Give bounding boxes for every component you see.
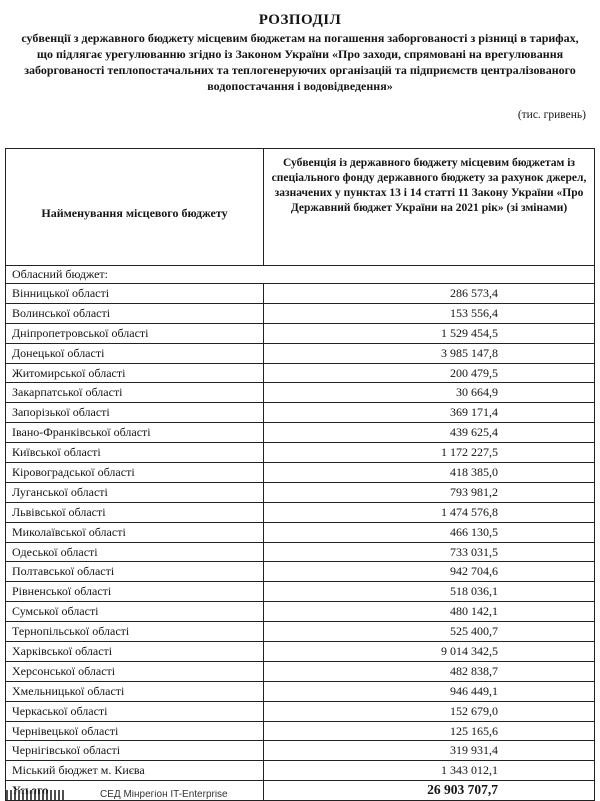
table-row	[6, 642, 594, 662]
footer-text: СЕД Мінрегіон IT-Enterprise	[100, 790, 228, 800]
budget-name-cell: Харківської області	[6, 642, 264, 661]
budget-name-cell: Львівської області	[6, 503, 264, 522]
budget-name-cell: Тернопільської області	[6, 622, 264, 641]
table-row	[6, 761, 594, 781]
footer	[0, 790, 600, 800]
table-row	[6, 503, 594, 523]
table-row	[6, 523, 594, 543]
budget-name-cell: Житомирської області	[6, 364, 264, 383]
budget-name-cell: Рівненської області	[6, 582, 264, 601]
budget-name-cell: Миколаївської області	[6, 523, 264, 542]
budget-name-cell: Одеської області	[6, 543, 264, 562]
subvention-value-cell: 418 385,0	[450, 465, 498, 480]
budget-name-column-header: Найменування місцевого бюджету	[6, 149, 264, 265]
subvention-value-cell: 793 981,2	[450, 484, 498, 499]
document-subtitle: субвенції з державного бюджету місцевим бюджетам на погашення заборгованості з різниці в тарифах, що підлягає урегулюванню згідно із Законом України «Про заходи, спрямовані на врегулювання заборгованості теплопостачальних та теплогенеруючих організацій та підприємств централізованого водопостачання і водовідведення»	[21, 31, 579, 93]
subvention-value-cell: 152 679,0	[450, 703, 498, 718]
budget-name-cell: Закарпатської області	[6, 383, 264, 402]
table-row	[6, 722, 594, 742]
budget-name-cell: Вінницької області	[6, 284, 264, 303]
budget-name-cell: Чернівецької області	[6, 722, 264, 741]
table-row	[6, 602, 594, 622]
table-row	[6, 483, 594, 503]
table-row	[6, 443, 594, 463]
subvention-value-cell: 1 172 227,5	[441, 445, 498, 460]
subvention-value-cell: 733 031,5	[450, 544, 498, 559]
subvention-value-cell: 9 014 342,5	[441, 644, 498, 659]
table-row	[6, 702, 594, 722]
document-heading	[0, 12, 600, 94]
subvention-value-cell: 30 664,9	[456, 385, 498, 400]
barcode-stamp	[6, 790, 66, 800]
units-label: (тис. гривень)	[517, 109, 586, 121]
table-row	[6, 383, 594, 403]
subvention-value-cell: 125 165,6	[450, 723, 498, 738]
table-row	[6, 403, 594, 423]
budget-name-cell: Полтавської області	[6, 562, 264, 581]
subvention-value-cell: 942 704,6	[450, 564, 498, 579]
budget-name-cell: Запорізької області	[6, 403, 264, 422]
table-row	[6, 662, 594, 682]
budget-name-cell: Хмельницької області	[6, 682, 264, 701]
table-body	[6, 284, 594, 800]
budget-name-cell: Донецької області	[6, 344, 264, 363]
table-row	[6, 741, 594, 761]
table-header	[6, 149, 594, 266]
budget-name-cell: Кіровоградської області	[6, 463, 264, 482]
document-title: РОЗПОДІЛ	[258, 12, 342, 28]
total-value: 26 903 707,7	[427, 782, 498, 798]
budget-name-cell: Київської області	[6, 443, 264, 462]
subvention-value-cell: 1 343 012,1	[441, 763, 498, 778]
table-row	[6, 344, 594, 364]
subvention-value-cell: 525 400,7	[450, 624, 498, 639]
distribution-table	[5, 148, 595, 801]
budget-name-cell: Міський бюджет м. Києва	[6, 761, 264, 780]
budget-name-cell: Сумської області	[6, 602, 264, 621]
table-row	[6, 423, 594, 443]
subvention-value-cell: 946 449,1	[450, 683, 498, 698]
subvention-value-cell: 439 625,4	[450, 425, 498, 440]
table-row	[6, 682, 594, 702]
table-row	[6, 304, 594, 324]
table-row	[6, 543, 594, 563]
budget-name-cell: Івано-Франківської області	[6, 423, 264, 442]
table-row	[6, 582, 594, 602]
subvention-value-cell: 319 931,4	[450, 743, 498, 758]
subvention-value-cell: 369 171,4	[450, 405, 498, 420]
table-row	[6, 622, 594, 642]
subvention-value-cell: 482 838,7	[450, 663, 498, 678]
subvention-value-cell: 286 573,4	[450, 286, 498, 300]
subvention-value-cell: 466 130,5	[450, 524, 498, 539]
table-row	[6, 562, 594, 582]
budget-name-cell: Волинської області	[6, 304, 264, 323]
table-row	[6, 324, 594, 344]
section-label-regional-budget: Обласний бюджет:	[6, 266, 594, 284]
budget-name-cell: Дніпропетровської області	[6, 324, 264, 343]
table-row	[6, 364, 594, 384]
budget-name-cell: Херсонської області	[6, 662, 264, 681]
subvention-value-cell: 1 529 454,5	[441, 325, 498, 340]
budget-name-cell: Черкаської області	[6, 702, 264, 721]
table-row	[6, 284, 594, 304]
subvention-value-cell: 1 474 576,8	[441, 504, 498, 519]
subvention-value-cell: 200 479,5	[450, 365, 498, 380]
subvention-value-cell: 518 036,1	[450, 584, 498, 599]
subvention-value-cell: 153 556,4	[450, 305, 498, 320]
subvention-value-cell: 3 985 147,8	[441, 345, 498, 360]
budget-name-cell: Чернігівської області	[6, 741, 264, 760]
budget-name-cell: Луганської області	[6, 483, 264, 502]
subvention-value-cell: 480 142,1	[450, 604, 498, 619]
subvention-column-header: Субвенція із державного бюджету місцевим бюджетам із спеціального фонду державного бюджету за рахунок джерел, зазначених у пунктах 13 і 14 статті 11 Закону України «Про Державний бюджет України на 2021 рік» (зі змінами)	[271, 157, 587, 214]
table-row	[6, 463, 594, 483]
